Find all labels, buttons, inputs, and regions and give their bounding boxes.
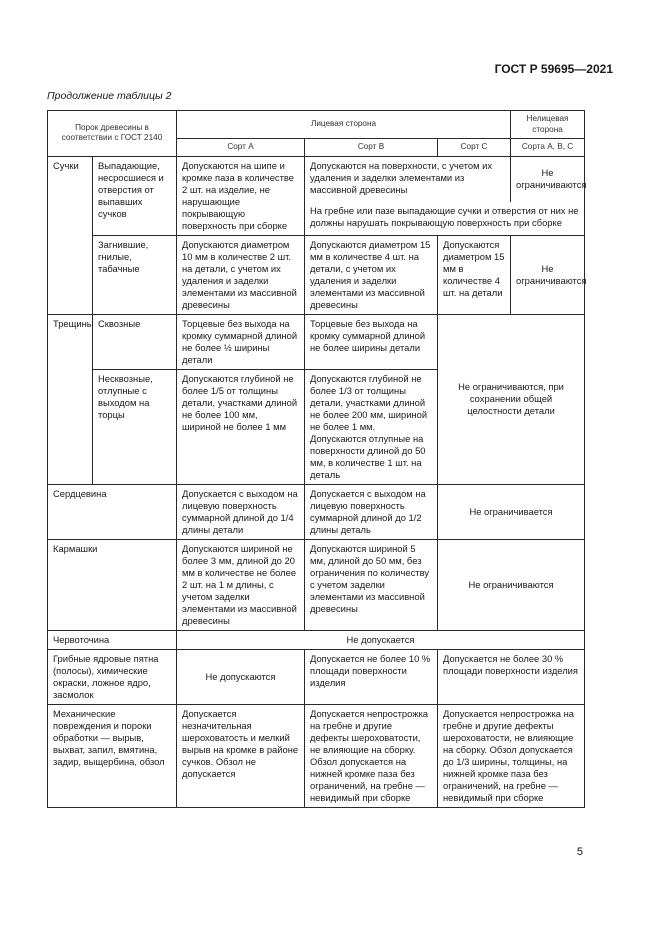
cracks-through-name: Сквозные	[93, 314, 177, 369]
header-face-side: Лицевая сторона	[177, 111, 511, 139]
cracks-blind-sort-b: Допускаются глубиной не более 1/3 от толщины детали, участками длиной не более 200 мм, шириной не более 1 мм. Допускаются отлупные на поверхности длиной до 50 мм, в количестве 1 шт. на деталь	[305, 369, 438, 484]
table-row	[48, 704, 585, 807]
mech-name: Механические повреждения и пороки обработки — вырыв, выхват, запил, вмятина, задир, выщербина, обзол	[48, 704, 177, 807]
worm-name: Червоточина	[48, 630, 177, 649]
pockets-name: Кармашки	[48, 539, 177, 630]
pith-name: Сердцевина	[48, 484, 177, 539]
defects-table	[47, 110, 585, 808]
table-row	[48, 156, 585, 202]
table-row	[48, 630, 585, 649]
knots-rot-sort-a: Допускаются диаметром 10 мм в количестве 2 шт. на детали, с учетом их удаления и заделки элементами из массивной древесины	[177, 235, 305, 314]
cracks-through-sort-b: Торцевые без выхода на кромку суммарной длиной не более ширины детали	[305, 314, 438, 369]
knots-fall-sort-bc: Допускаются на поверхности, с учетом их удаления и заделки элементами из массивной древесины	[305, 156, 511, 202]
knots-rot-sort-b: Допускаются диаметром 15 мм в количестве 4 шт. на детали, с учетом их удаления и заделки элементами из массивной древесины	[305, 235, 438, 314]
knots-rot-name: Загнившие, гнилые, табачные	[93, 235, 177, 314]
pith-sort-a: Допускается с выходом на лицевую поверхность суммарной длиной до 1/4 длины детали	[177, 484, 305, 539]
knots-fall-name: Выпадающие, несросшиеся и отверстия от выпавших сучков	[93, 156, 177, 235]
fungal-sort-b: Допускается не более 10 % площади поверхности изделия	[305, 649, 438, 704]
mech-sort-a: Допускается незначительная шероховатость и мелкий вырыв на кромке в районе сучков. Обзол не допускается	[177, 704, 305, 807]
header-sort-abc: Сорта А, В, С	[511, 139, 585, 157]
cracks-blind-sort-a: Допускаются глубиной не более 1/5 от толщины детали, участками длиной не более 100 мм, шириной не более 1 мм	[177, 369, 305, 484]
knots-rot-nonface: Не ограничиваются	[511, 235, 585, 314]
knots-fall-nonface: Не ограничиваются	[511, 156, 585, 202]
table-caption: Продолжение таблицы 2	[47, 90, 172, 102]
pockets-rest: Не ограничиваются	[438, 539, 585, 630]
cracks-through-sort-a: Торцевые без выхода на кромку суммарной длиной не более ½ ширины детали	[177, 314, 305, 369]
knots-fall-sort-a: Допускаются на шипе и кромке паза в количестве 2 шт. на изделие, не нарушающие покрывающую поверхность при сборке	[177, 156, 305, 235]
header-sort-a: Сорт A	[177, 139, 305, 157]
header-row-top	[48, 111, 585, 139]
worm-all: Не допускается	[177, 630, 585, 649]
knots-rot-sort-c: Допускаются диаметром 15 мм в количестве 4 шт. на детали	[438, 235, 511, 314]
page-number: 5	[576, 846, 583, 858]
fungal-name: Грибные ядровые пятна (полосы), химические окраски, ложное ядро, засмолок	[48, 649, 177, 704]
header-sort-b: Сорт B	[305, 139, 438, 157]
pith-sort-b: Допускается с выходом на лицевую поверхность суммарной длиной до 1/2 длины деталь	[305, 484, 438, 539]
header-nonface-side: Нелицевая сторона	[511, 111, 585, 139]
standard-designation: ГОСТ Р 59695—2021	[494, 62, 613, 76]
cracks-name: Трещины	[48, 314, 93, 484]
table-row	[48, 484, 585, 539]
fungal-rest: Допускается не более 30 % площади поверхности изделия	[438, 649, 585, 704]
pockets-sort-a: Допускаются шириной не более 3 мм, длиной до 20 мм в количестве не более 2 шт. на 1 м длины, с учетом заделки элементами из массивной древесины	[177, 539, 305, 630]
table-row	[48, 649, 585, 704]
header-sort-c: Сорт C	[438, 139, 511, 157]
knots-name: Сучки	[48, 156, 93, 314]
cracks-blind-name: Несквозные, отлупные с выходом на торцы	[93, 369, 177, 484]
fungal-sort-a: Не допускаются	[177, 649, 305, 704]
table-row	[48, 235, 585, 314]
header-defect: Порок древесины в соответствии с ГОСТ 2140	[48, 111, 177, 157]
knots-fall-edge-note: На гребне или пазе выпадающие сучки и отверстия от них не должны нарушать покрывающую поверхность при сборке	[305, 202, 585, 235]
mech-rest: Допускается непрострожка на гребне и другие дефекты шероховатости, не влияющие на сборку. Обзол допускается до 1/3 ширины, толщины, на нижней кромке паза без ограничений, на гребне — невидимый при сборке	[438, 704, 585, 807]
table-row	[48, 314, 585, 369]
table-row	[48, 539, 585, 630]
pith-rest: Не ограничивается	[438, 484, 585, 539]
cracks-sort-c-nonface: Не ограничиваются, при сохранении общей целостности детали	[438, 314, 585, 484]
mech-sort-b: Допускается непрострожка на гребне и другие дефекты шероховатости, не влияющие на сборку. Обзол допускается на нижней кромке паза без ограничений, на гребне — невидимый при сборке	[305, 704, 438, 807]
pockets-sort-b: Допускаются шириной 5 мм, длиной до 50 мм, без ограничения по количеству с учетом заделки элементами из массивной древесины	[305, 539, 438, 630]
